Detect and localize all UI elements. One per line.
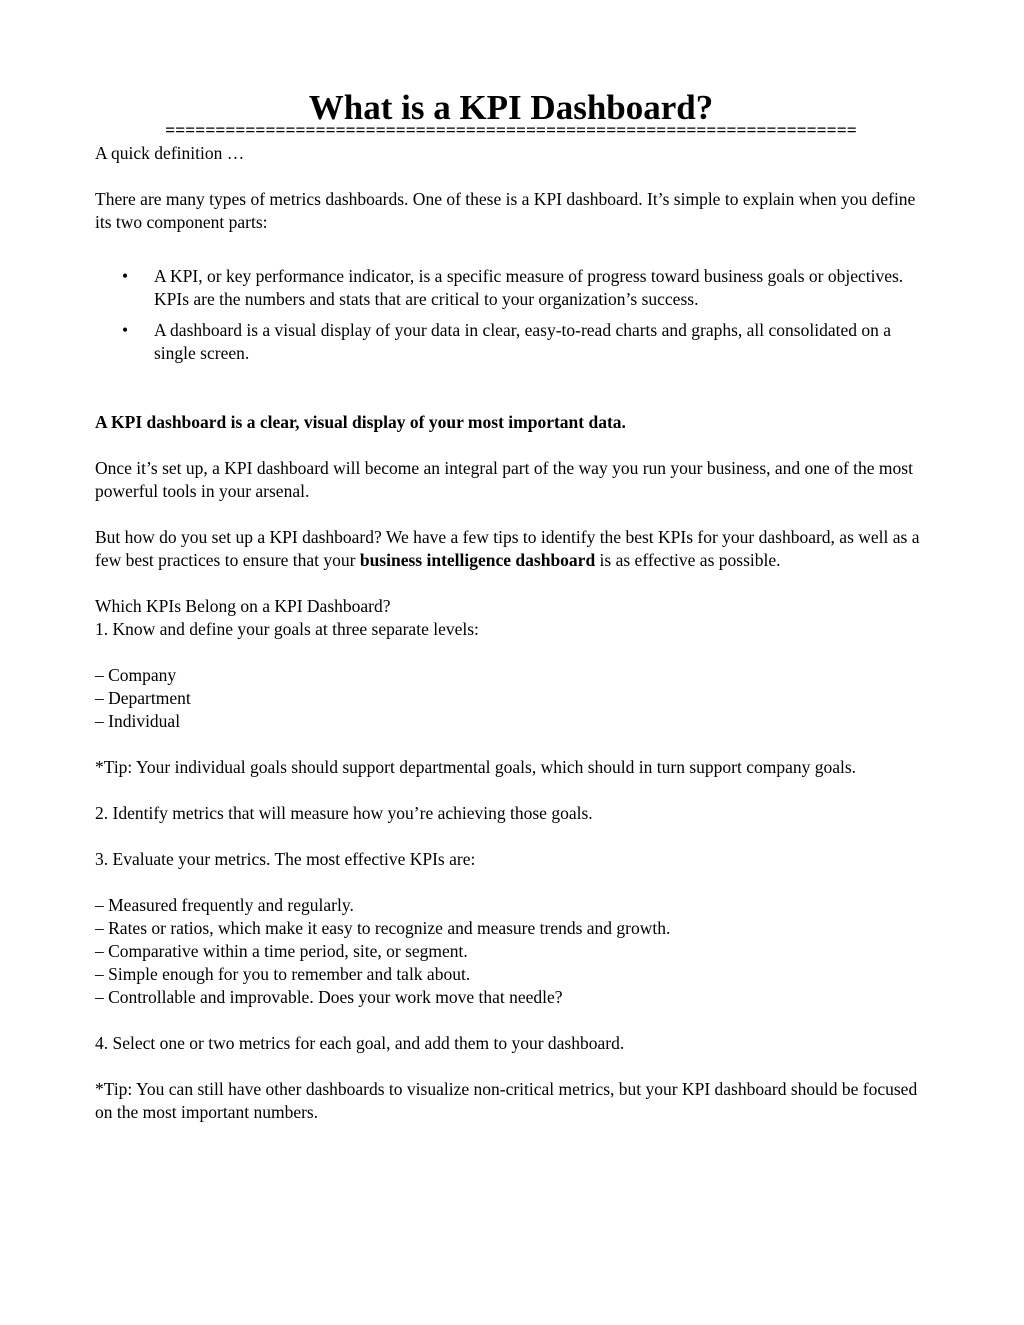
spacer <box>95 503 927 526</box>
document-page <box>95 88 927 1124</box>
criteria-item: – Controllable and improvable. Does your work move that needle? <box>95 987 563 1007</box>
spacer <box>95 779 927 802</box>
spacer <box>95 572 927 595</box>
step-3: 3. Evaluate your metrics. The most effective KPIs are: <box>95 849 476 869</box>
howto-text-before: But how do you set up a KPI dashboard? We have a few tips to identify the best KPIs for your dashboard, as well as a few best practices to ensure that your <box>95 527 920 570</box>
section-heading: Which KPIs Belong on a KPI Dashboard? <box>95 596 391 616</box>
tip-1: *Tip: Your individual goals should support departmental goals, which should in turn support company goals. <box>95 757 857 777</box>
step-2: 2. Identify metrics that will measure how you’re achieving those goals. <box>95 803 593 823</box>
level-item: – Company <box>95 665 177 685</box>
spacer <box>95 733 927 756</box>
subtitle: A quick definition … <box>95 143 245 163</box>
criteria-item: – Comparative within a time period, site, or segment. <box>95 941 468 961</box>
spacer <box>95 1055 927 1078</box>
tip-2: *Tip: You can still have other dashboards to visualize non-critical metrics, but your KPI dashboard should be focused on the most important numbers. <box>95 1079 918 1122</box>
list-item <box>95 319 927 365</box>
spacer <box>95 1009 927 1032</box>
level-item: – Individual <box>95 711 181 731</box>
criteria-item: – Measured frequently and regularly. <box>95 895 354 915</box>
definition-list <box>95 265 927 365</box>
spacer <box>95 871 927 894</box>
spacer <box>95 234 927 265</box>
spacer <box>95 165 927 188</box>
list-item-text: A KPI, or key performance indicator, is a specific measure of progress toward business goals or objectives. KPIs are the numbers and stats that are critical to your organization’s success. <box>154 266 904 309</box>
intro-paragraph: There are many types of metrics dashboards. One of these is a KPI dashboard. It’s simple to explain when you define its two component parts: <box>95 189 916 232</box>
setup-paragraph: Once it’s set up, a KPI dashboard will become an integral part of the way you run your business, and one of the most powerful tools in your arsenal. <box>95 458 913 501</box>
step-1: 1. Know and define your goals at three separate levels: <box>95 619 479 639</box>
spacer <box>95 434 927 457</box>
list-item <box>95 265 927 311</box>
spacer <box>95 641 927 664</box>
bullet-marker: • <box>122 320 129 340</box>
bi-dashboard-link: business intelligence dashboard <box>359 550 596 570</box>
criteria-item: – Rates or ratios, which make it easy to recognize and measure trends and growth. <box>95 918 671 938</box>
list-item-text: A dashboard is a visual display of your data in clear, easy-to-read charts and graphs, all consolidated on a single screen. <box>154 320 891 363</box>
howto-paragraph <box>95 526 927 572</box>
spacer <box>95 825 927 848</box>
title-rule: ===================================================================== <box>165 120 857 140</box>
bullet-marker: • <box>122 266 129 286</box>
howto-text-after: is as effective as possible. <box>595 550 781 570</box>
step-4: 4. Select one or two metrics for each goal, and add them to your dashboard. <box>95 1033 625 1053</box>
criteria-item: – Simple enough for you to remember and talk about. <box>95 964 471 984</box>
key-statement: A KPI dashboard is a clear, visual display of your most important data. <box>95 412 626 432</box>
spacer <box>95 365 927 411</box>
level-item: – Department <box>95 688 191 708</box>
document-title: What is a KPI Dashboard? <box>308 88 714 127</box>
